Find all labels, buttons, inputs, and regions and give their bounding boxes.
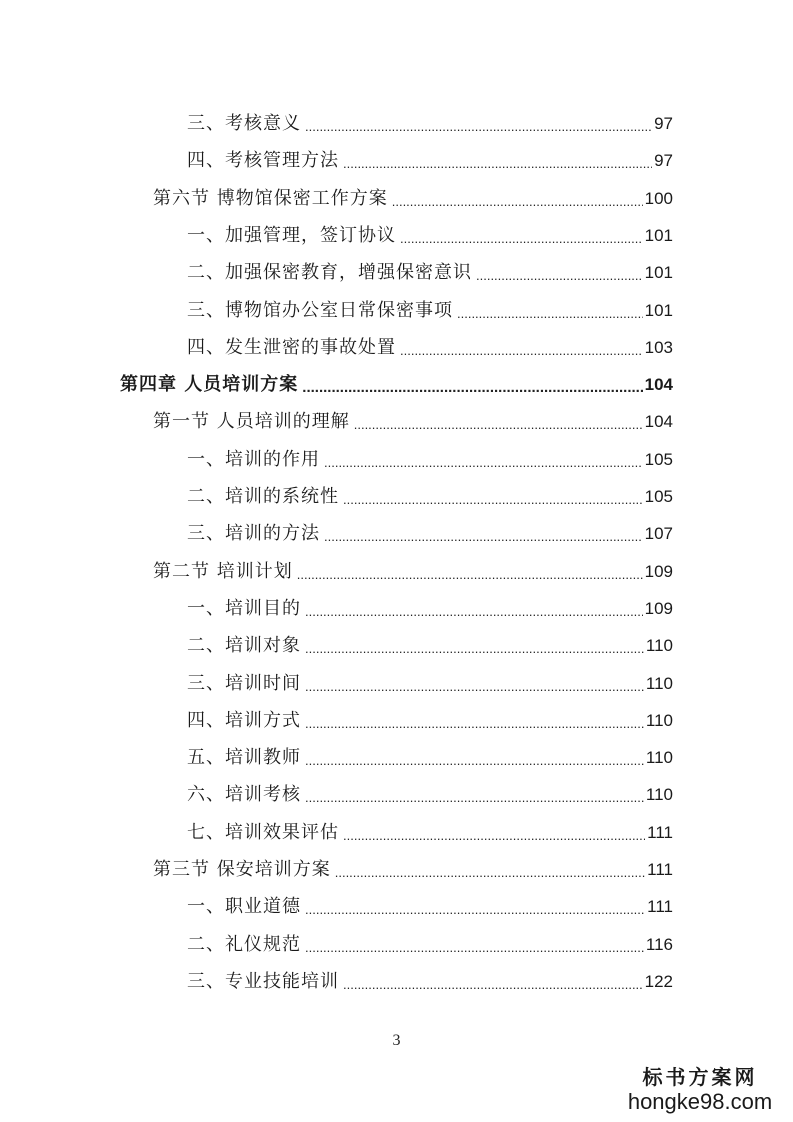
- toc-entry-title: 二、礼仪规范: [187, 933, 301, 955]
- toc-entry-title: 三、专业技能培训: [187, 970, 339, 992]
- toc-entry-page-number: 103: [644, 337, 673, 357]
- toc-entry-title: 四、考核管理方法: [187, 150, 339, 172]
- toc-dot-leader: [457, 304, 643, 324]
- toc-entry-item[interactable]: [187, 585, 673, 622]
- toc-entry-page-number: 110: [645, 673, 673, 693]
- toc-entry-title: 一、加强管理，签订协议: [187, 224, 396, 246]
- toc-dot-leader: [343, 490, 643, 510]
- toc-entry-title: 三、博物馆办公室日常保密事项: [187, 299, 453, 321]
- toc-entry-chapter[interactable]: [120, 361, 673, 398]
- toc-entry-page-number: 110: [645, 785, 673, 805]
- toc-entry-page-number: 97: [654, 114, 673, 133]
- toc-entry-item[interactable]: [187, 660, 673, 697]
- toc-entry-page-number: 97: [654, 151, 673, 171]
- toc-entry-item[interactable]: [187, 510, 673, 547]
- watermark-url: hongke98.com: [627, 1089, 773, 1114]
- toc-entry-item[interactable]: [187, 436, 673, 473]
- toc-entry-page-number: 107: [644, 524, 673, 544]
- toc-dot-leader: [302, 378, 642, 398]
- toc-dot-leader: [343, 154, 652, 174]
- toc-entry-title: 三、培训时间: [187, 672, 301, 694]
- toc-dot-leader: [297, 565, 643, 585]
- toc-entry-title: 七、培训效果评估: [187, 821, 339, 843]
- toc-entry-title: 第六节 博物馆保密工作方案: [153, 187, 388, 209]
- toc-entry-title: 四、培训方式: [187, 709, 301, 731]
- toc-entry-section[interactable]: [153, 398, 673, 435]
- toc-entry-title: 五、培训教师: [187, 747, 301, 769]
- toc-entry-item[interactable]: [187, 100, 673, 137]
- toc-entry-item[interactable]: [187, 212, 673, 249]
- toc-entry-title: 三、考核意义: [187, 113, 301, 134]
- toc-entry-item[interactable]: [187, 324, 673, 361]
- toc-entry-page-number: 109: [644, 598, 673, 618]
- toc-entry-page-number: 104: [644, 412, 673, 432]
- toc-entry-item[interactable]: [187, 809, 673, 846]
- toc-entry-section[interactable]: [153, 175, 673, 212]
- toc-entry-item[interactable]: [187, 771, 673, 808]
- toc-entry-title: 二、加强保密教育，增强保密意识: [187, 262, 472, 284]
- page-number: 3: [392, 1032, 401, 1049]
- toc-dot-leader: [343, 975, 643, 995]
- toc-entry-page-number: 101: [644, 225, 673, 245]
- toc-entry-title: 二、培训对象: [187, 635, 301, 657]
- toc-dot-leader: [305, 751, 644, 771]
- toc-entry-page-number: 105: [644, 487, 673, 506]
- toc-entry-title: 一、职业道德: [187, 896, 301, 918]
- toc-dot-leader: [476, 266, 643, 286]
- toc-entry-item[interactable]: [187, 622, 673, 659]
- toc-entry-page-number: 111: [647, 897, 673, 917]
- toc-dot-leader: [305, 714, 644, 734]
- toc-dot-leader: [400, 341, 643, 361]
- toc-entry-page-number: 105: [644, 449, 673, 469]
- toc-entry-page-number: 110: [645, 636, 673, 656]
- toc-entry-page-number: 100: [644, 188, 673, 208]
- toc-dot-leader: [392, 192, 643, 212]
- toc-dot-leader: [343, 826, 645, 846]
- toc-entry-page-number: 110: [645, 748, 673, 768]
- toc-entry-title: 六、培训考核: [187, 784, 301, 806]
- toc-dot-leader: [305, 602, 643, 622]
- toc-entry-section[interactable]: [153, 846, 673, 883]
- toc-entry-page-number: 122: [644, 971, 673, 991]
- toc-dot-leader: [305, 938, 644, 958]
- toc-entry-title: 第一节 人员培训的理解: [153, 411, 350, 433]
- toc-entry-item[interactable]: [187, 697, 673, 734]
- toc-entry-title: 三、培训的方法: [187, 523, 320, 545]
- toc-entry-section[interactable]: [153, 548, 673, 585]
- toc-dot-leader: [305, 788, 644, 808]
- toc-dot-leader: [400, 229, 643, 249]
- toc-entry-item[interactable]: [187, 473, 673, 510]
- toc-entry-title: 二、培训的系统性: [187, 486, 339, 507]
- toc-entry-item[interactable]: [187, 883, 673, 920]
- toc-entry-title: 四、发生泄密的事故处置: [187, 336, 396, 358]
- toc-entry-item[interactable]: [187, 921, 673, 958]
- toc-entry-page-number: 101: [644, 263, 673, 283]
- toc-dot-leader: [305, 639, 644, 659]
- toc-dot-leader: [335, 863, 645, 883]
- toc-entry-page-number: 111: [647, 860, 673, 879]
- toc-entry-page-number: 109: [644, 561, 673, 581]
- toc-entry-title: 第四章 人员培训方案: [120, 374, 299, 396]
- toc-entry-item[interactable]: [187, 137, 673, 174]
- toc-dot-leader: [305, 677, 644, 697]
- toc-dot-leader: [305, 117, 652, 137]
- toc-entry-item[interactable]: [187, 249, 673, 286]
- toc-entry-item[interactable]: [187, 958, 673, 995]
- watermark-name: 标书方案网: [642, 1065, 758, 1089]
- toc-dot-leader: [305, 900, 645, 920]
- toc-entry-title: 第二节 培训计划: [153, 560, 293, 582]
- toc-entry-page-number: 101: [644, 300, 673, 320]
- toc-entry-page-number: 111: [647, 822, 673, 842]
- toc-dot-leader: [354, 415, 643, 435]
- toc-entry-page-number: 116: [645, 934, 673, 954]
- watermark-logo: [625, 1064, 775, 1114]
- toc-entry-title: 第三节 保安培训方案: [153, 859, 331, 880]
- toc-entry-item[interactable]: [187, 734, 673, 771]
- toc-entry-page-number: 110: [645, 710, 673, 730]
- toc-entry-item[interactable]: [187, 287, 673, 324]
- toc-entry-page-number: 104: [644, 375, 673, 395]
- toc-dot-leader: [324, 453, 643, 473]
- toc-entry-title: 一、培训的作用: [187, 448, 320, 470]
- toc-dot-leader: [324, 527, 643, 547]
- toc-entry-title: 一、培训目的: [187, 597, 301, 619]
